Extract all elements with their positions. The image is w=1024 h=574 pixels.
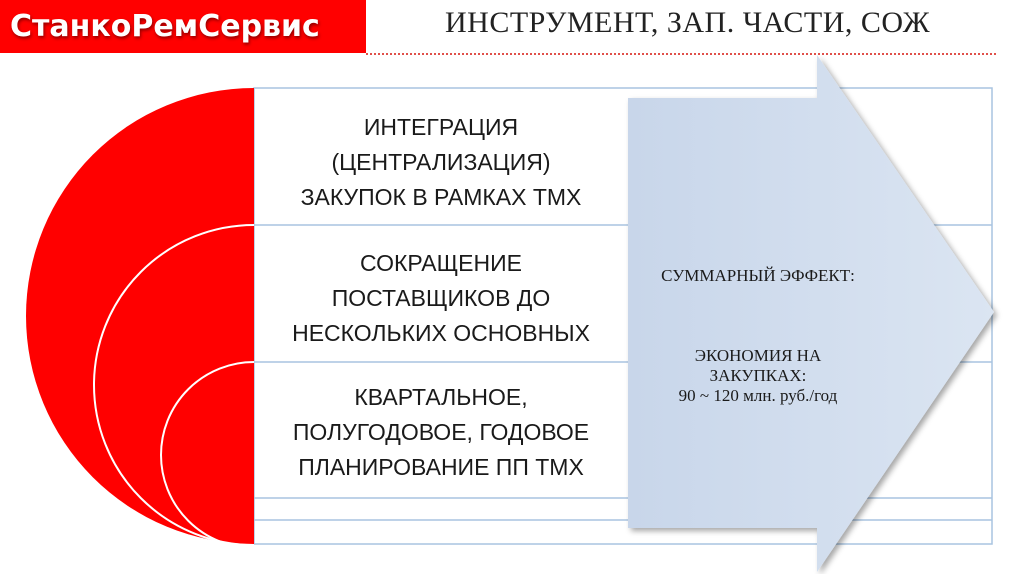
- brand-logo: СтанкоРемСервис: [0, 0, 366, 53]
- red-half-disc: [26, 88, 254, 548]
- effect-text: [628, 246, 888, 426]
- row-planning-label: КВАРТАЛЬНОЕ, ПОЛУГОДОВОЕ, ГОДОВОЕ ПЛАНИРОВАНИЕ ПП ТМХ: [292, 384, 590, 480]
- row-integration-label: ИНТЕГРАЦИЯ (ЦЕНТРАЛИЗАЦИЯ) ЗАКУПОК В РАМКАХ ТМХ: [300, 114, 582, 210]
- page-title: ИНСТРУМЕНТ, ЗАП. ЧАСТИ, СОЖ: [445, 6, 931, 39]
- effect-body: ЭКОНОМИЯ НА ЗАКУПКАХ: 90 ~ 120 млн. руб./год: [678, 346, 838, 405]
- effect-heading: СУММАРНЫЙ ЭФФЕКТ:: [661, 266, 855, 285]
- row-suppliers-label: СОКРАЩЕНИЕ ПОСТАВЩИКОВ ДО НЕСКОЛЬКИХ ОСНОВНЫХ: [292, 250, 590, 346]
